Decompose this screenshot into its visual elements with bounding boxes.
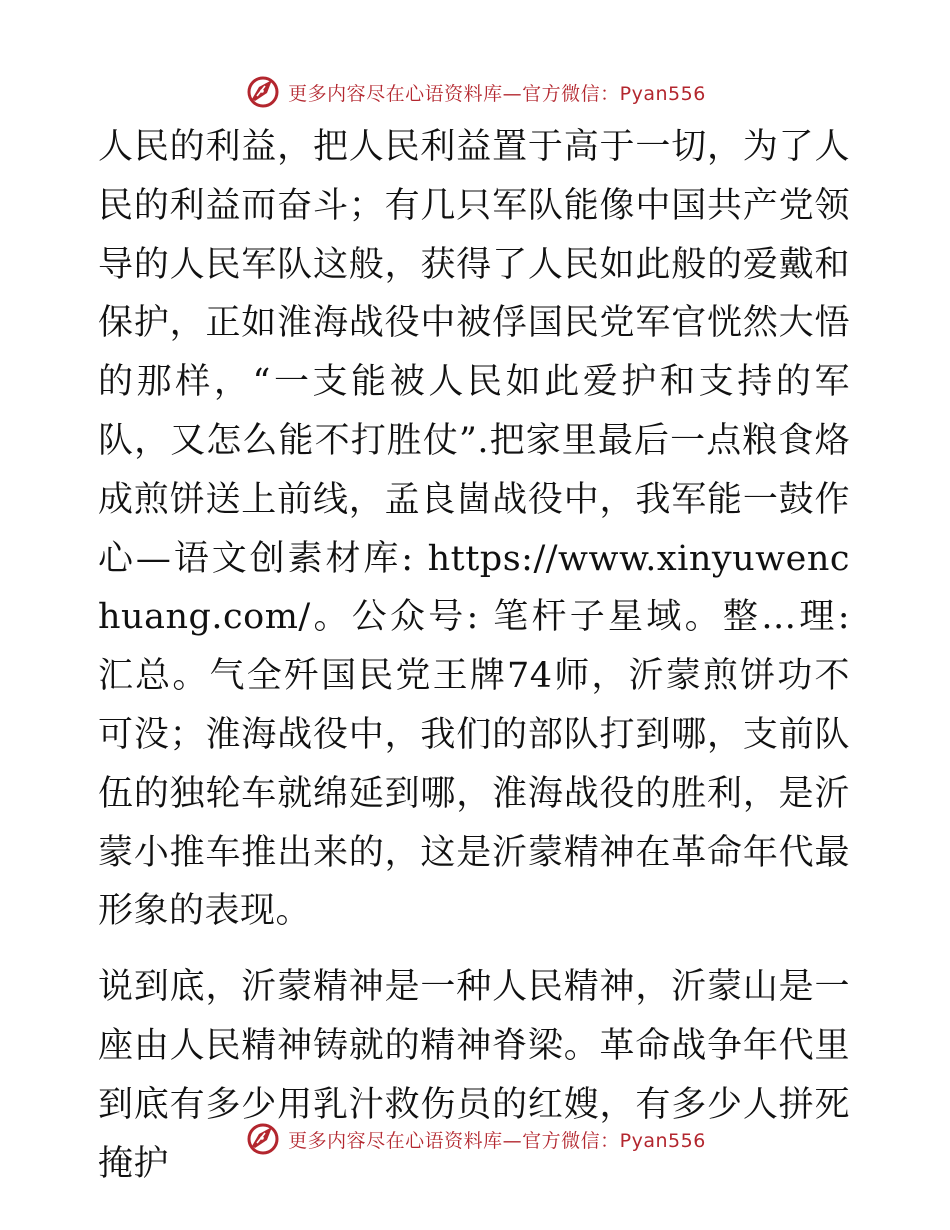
pen-nib-logo-icon: [244, 1120, 282, 1158]
paragraph: 说到底，沂蒙精神是一种人民精神，沂蒙山是一座由人民精神铸就的精神脊梁。革命战争年代里到底有多少用乳汁救伤员的红嫂，有多少人拼死掩护: [98, 967, 850, 1184]
paragraph: 人民的利益，把人民利益置于高于一切，为了人民的利益而奋斗；有几只军队能像中国共产党领导的人民军队这般，获得了人民如此般的爱戴和保护，正如淮海战役中被俘国民党军官恍然大悟的那样，“一支能被人民如此爱护和支持的军队，又怎么能不打胜仗”.把家里最后一点粮食烙成煎饼送上前线，孟良崮战役中，我军能一鼓作心—语文创素材库: https://www.xinyuwenchuang.com/。公众号: 笔杆子星域。整…理: 汇总。气全歼国民党王牌74师，沂蒙煎饼功不可没；淮海战役中，我们的部队打到哪，支前队伍的独轮车就绵延到哪，淮海战役的胜利，是沂蒙小推车推出来的，这是沂蒙精神在革命年代最形象的表现。: [98, 127, 850, 932]
pen-nib-logo-icon: [244, 73, 282, 111]
header-watermark: [0, 70, 950, 114]
header-watermark-text: 更多内容尽在心语资料库—官方微信：Pyan556: [288, 82, 706, 105]
footer-watermark-text: 更多内容尽在心语资料库—官方微信：Pyan556: [288, 1129, 706, 1152]
footer-watermark: [0, 1117, 950, 1161]
document-body: [98, 118, 850, 1193]
